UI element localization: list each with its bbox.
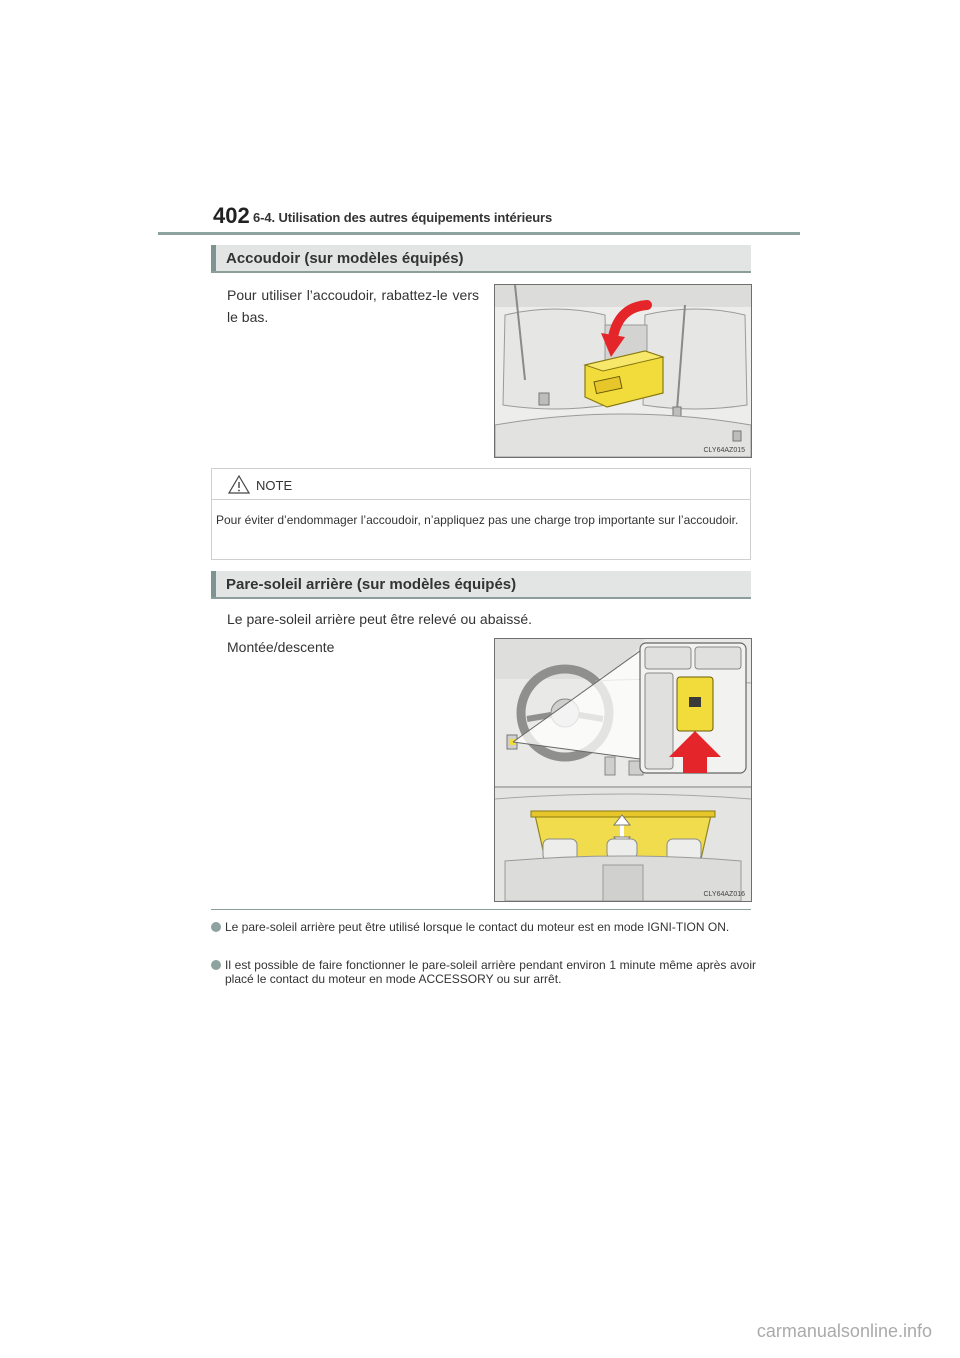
sunshade-label: Montée/descente [227, 639, 335, 655]
note-header [212, 469, 750, 500]
note-box [211, 468, 751, 560]
heading-accent-bar [211, 571, 216, 597]
info-bullet [211, 920, 756, 934]
note-label: NOTE [256, 478, 293, 493]
figure-code: CLY64AZ016 [703, 891, 745, 898]
bullet-text: Le pare-soleil arrière peut être utilisé lorsque le contact du moteur est en mode IGNI-TION ON. [225, 920, 730, 934]
bullet-dot-icon [211, 922, 221, 932]
figure-code: CLY64AZ015 [703, 447, 745, 454]
info-bullet [211, 958, 756, 986]
section-heading-sunshade [211, 571, 751, 599]
note-text: Pour éviter d’endommager l’accoudoir, n’appliquez pas une charge trop importante sur l’accoudoir. [216, 513, 739, 527]
heading-accent-bar [211, 245, 216, 271]
chapter-title: 6-4. Utilisation des autres équipements intérieurs [253, 210, 553, 225]
section-heading-text: Accoudoir (sur modèles équipés) [226, 250, 464, 267]
section-heading-text: Pare-soleil arrière (sur modèles équipés) [226, 576, 517, 593]
sunshade-illustration [494, 638, 752, 902]
armrest-illustration [494, 284, 752, 458]
warning-triangle-icon [228, 475, 250, 499]
watermark: carmanualsonline.info [756, 1321, 932, 1341]
armrest-drawing [495, 285, 751, 457]
sunshade-drawing [495, 639, 751, 901]
bullet-dot-icon [211, 960, 221, 970]
bullet-text: Il est possible de faire fonctionner le pare-soleil arrière pendant environ 1 minute même après avoir placé le contact du moteur en mode ACCESSORY ou sur arrêt. [225, 958, 756, 986]
section-bottom-rule [211, 909, 751, 910]
header-rule [158, 232, 800, 235]
sunshade-intro: Le pare-soleil arrière peut être relevé ou abaissé. [227, 611, 533, 627]
armrest-instruction: Pour utiliser l’accoudoir, rabattez-le vers le bas. [227, 287, 479, 325]
page-number: 402 [213, 203, 250, 228]
section-heading-armrest [211, 245, 751, 273]
